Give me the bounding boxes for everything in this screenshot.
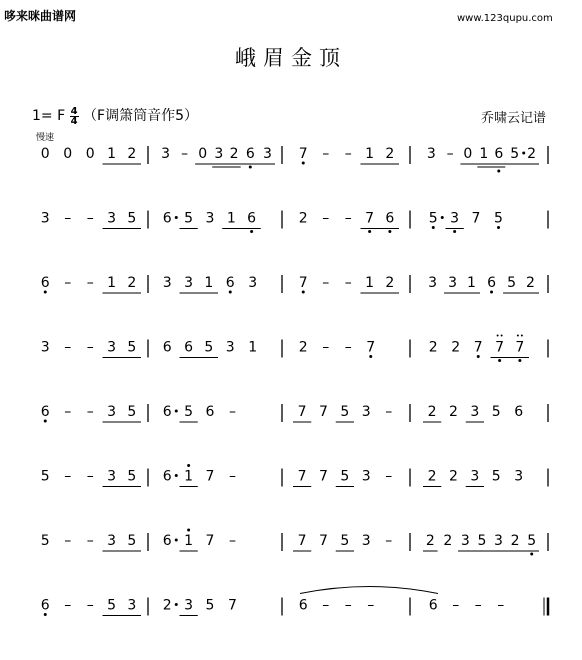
note: 6 [494, 146, 504, 162]
note: – [181, 146, 189, 162]
note: 3 [470, 404, 480, 420]
note: – [322, 275, 330, 291]
note: 7 [297, 404, 307, 420]
note: – [64, 533, 72, 549]
note: 5 [127, 533, 137, 549]
note: – [86, 404, 94, 420]
note: 1 [204, 275, 214, 291]
note: 3 [107, 404, 117, 420]
note: – [385, 404, 393, 420]
note: 3 [428, 275, 437, 291]
note: 0 [63, 146, 73, 162]
note: 0 [463, 146, 473, 162]
note: 7 [471, 210, 481, 227]
note: 7 [297, 468, 307, 485]
note: 7 [297, 533, 307, 549]
note: – [322, 339, 330, 356]
note: 5 [340, 404, 350, 420]
note: 3 [184, 597, 194, 614]
low-octave-dot [369, 355, 372, 358]
note: 2 [127, 146, 137, 162]
note: 2 [449, 404, 458, 420]
note: 2 [298, 339, 308, 356]
note: – [322, 597, 330, 614]
note: 7 [319, 468, 328, 485]
high-octave-dot [187, 529, 190, 532]
note: 2 [385, 146, 395, 162]
note: 0 [85, 146, 95, 162]
note: 6 [162, 468, 172, 485]
low-octave-dot [44, 291, 47, 294]
low-octave-dot [388, 230, 391, 233]
high-octave-dot [187, 464, 190, 467]
low-octave-dot [229, 291, 232, 294]
note: 5 [127, 339, 137, 356]
note: 7 [205, 533, 215, 549]
augmentation-dot [175, 539, 178, 542]
transcriber-credit: 乔啸云记谱 [480, 111, 546, 126]
note: 2 [162, 597, 172, 614]
low-octave-dot [432, 226, 435, 229]
note: 5 [340, 533, 350, 549]
song-title: 峨眉金顶 [235, 46, 347, 70]
note: 3 [225, 339, 235, 356]
low-octave-dot [302, 162, 305, 165]
trill-mark [521, 335, 523, 337]
note: 3 [361, 468, 371, 485]
low-octave-dot [249, 166, 252, 169]
note: 7 [228, 597, 237, 614]
note: 5 [507, 275, 517, 291]
note: – [229, 468, 236, 485]
note: – [367, 597, 375, 614]
note: 6 [298, 597, 308, 614]
site-url: www.123qupu.com [457, 13, 553, 24]
low-octave-dot [44, 420, 47, 423]
note: 3 [107, 339, 117, 356]
note: 5 [127, 210, 137, 227]
note: – [86, 275, 94, 291]
note: 5 [107, 597, 117, 614]
note: 3 [161, 146, 170, 162]
low-octave-dot [44, 613, 47, 616]
note: – [86, 339, 94, 356]
note: – [64, 275, 72, 291]
note: – [64, 597, 72, 614]
note: – [344, 597, 352, 614]
note: 5 [205, 597, 215, 614]
note: 2 [527, 146, 537, 162]
note: – [474, 597, 482, 614]
note: – [64, 404, 72, 420]
note: 6 [225, 275, 235, 291]
low-octave-dot [302, 291, 305, 294]
note: 5 [204, 339, 214, 356]
note: 1 [107, 275, 117, 291]
note: 3 [127, 597, 137, 614]
note: – [86, 468, 94, 485]
note: 2 [526, 275, 535, 291]
key-note: （F调箫筒音作5） [83, 108, 198, 124]
note: 1 [107, 146, 117, 162]
note: 3 [448, 275, 458, 291]
site-name: 哆来咪曲谱网 [4, 9, 77, 23]
note: 6 [205, 404, 215, 420]
note: 3 [107, 468, 117, 485]
note: 3 [262, 146, 272, 162]
note: 3 [361, 533, 371, 549]
note: 6 [40, 597, 50, 614]
note: 3 [426, 146, 436, 162]
note: 3 [107, 210, 117, 227]
note: 3 [514, 468, 524, 485]
note: 3 [214, 146, 224, 162]
note: 5 [510, 146, 520, 162]
note: 2 [443, 533, 453, 549]
note: 7 [298, 275, 308, 291]
time-bottom: 4 [70, 115, 78, 127]
note: 1 [184, 533, 194, 549]
note: – [344, 146, 352, 162]
note: 3 [361, 404, 371, 420]
note: 3 [40, 339, 50, 356]
note: 3 [40, 210, 50, 227]
note: 7 [319, 533, 328, 549]
note: 7 [515, 339, 525, 356]
note: 5 [40, 468, 50, 485]
tie-arc [300, 587, 438, 594]
key-prefix: 1= F [32, 108, 66, 124]
note: 3 [494, 533, 503, 549]
note: 2 [127, 275, 137, 291]
note: 5 [491, 468, 501, 485]
note: 1 [365, 146, 375, 162]
note: 1 [365, 275, 375, 291]
low-octave-dot [368, 230, 371, 233]
augmentation-dot [522, 152, 525, 155]
note: 7 [365, 210, 375, 227]
augmentation-dot [175, 474, 178, 477]
note: 2 [449, 468, 458, 485]
note: 7 [298, 146, 308, 162]
low-octave-dot [453, 230, 456, 233]
note: 2 [385, 275, 395, 291]
note: 1 [184, 468, 194, 485]
note: 3 [205, 210, 215, 227]
note: 1 [467, 275, 476, 291]
note: – [229, 533, 236, 549]
note: – [64, 339, 72, 356]
note: 5 [40, 533, 50, 549]
note: 2 [427, 468, 437, 485]
augmentation-dot [175, 216, 178, 219]
note: – [64, 210, 72, 227]
note: 5 [127, 468, 137, 485]
note: 1 [479, 146, 489, 162]
note: 2 [451, 339, 461, 356]
note: 6 [162, 533, 172, 549]
note: – [86, 597, 94, 614]
note: – [344, 339, 352, 356]
note: 6 [162, 210, 172, 227]
note: 6 [40, 275, 50, 291]
note: 2 [427, 404, 437, 420]
note: 5 [184, 404, 194, 420]
note: – [452, 597, 460, 614]
note: 3 [107, 533, 117, 549]
note: 6 [162, 339, 172, 356]
note: 1 [248, 339, 258, 356]
note: 2 [425, 533, 435, 549]
note: 6 [514, 404, 524, 420]
note: 6 [247, 210, 257, 227]
note: – [86, 533, 94, 549]
note: – [446, 146, 454, 162]
note: 6 [162, 404, 172, 420]
augmentation-dot [175, 603, 178, 606]
note: – [344, 275, 352, 291]
note: 6 [40, 404, 50, 420]
low-octave-dot [497, 226, 500, 229]
note: – [385, 533, 393, 549]
low-octave-dot [498, 359, 501, 362]
note: – [344, 210, 352, 227]
note: 5 [477, 533, 487, 549]
note: 5 [127, 404, 137, 420]
note: 5 [340, 468, 350, 485]
low-octave-dot [477, 355, 480, 358]
low-octave-dot [250, 230, 253, 233]
low-octave-dot [518, 359, 521, 362]
note: 7 [473, 339, 483, 356]
note: 7 [319, 404, 328, 420]
note: – [86, 210, 94, 227]
time-top: 4 [70, 105, 78, 117]
note: 0 [198, 146, 208, 162]
note: 3 [162, 275, 172, 291]
note: – [385, 468, 393, 485]
note: 2 [510, 533, 520, 549]
low-octave-dot [497, 170, 500, 173]
note: 1 [226, 210, 236, 227]
note: 2 [428, 339, 438, 356]
note: 2 [298, 210, 308, 227]
trill-mark [517, 335, 519, 337]
note: 6 [184, 339, 194, 356]
note: 7 [366, 339, 376, 356]
note: 3 [460, 533, 470, 549]
note: 3 [248, 275, 258, 291]
note: 5 [527, 533, 537, 549]
note: 3 [450, 210, 460, 227]
note: – [322, 210, 330, 227]
note: – [322, 146, 330, 162]
note: 3 [184, 275, 194, 291]
note: – [64, 468, 72, 485]
note: 2 [229, 146, 239, 162]
note: 3 [470, 468, 480, 485]
note: 7 [205, 468, 215, 485]
note: 5 [491, 404, 501, 420]
note: – [229, 404, 236, 420]
note: – [497, 597, 505, 614]
augmentation-dot [441, 216, 444, 219]
note: 6 [245, 146, 255, 162]
trill-mark [497, 335, 499, 337]
note: 6 [385, 210, 395, 227]
trill-mark [501, 335, 503, 337]
low-octave-dot [490, 291, 493, 294]
note: 0 [40, 146, 50, 162]
note: 5 [184, 210, 194, 227]
note: 6 [428, 597, 438, 614]
note: 5 [494, 210, 503, 227]
tempo-marking: 慢速 [36, 133, 55, 143]
note: 5 [428, 210, 438, 227]
low-octave-dot [530, 553, 533, 556]
note: 7 [495, 339, 505, 356]
note: 6 [487, 275, 496, 291]
augmentation-dot [175, 410, 178, 413]
